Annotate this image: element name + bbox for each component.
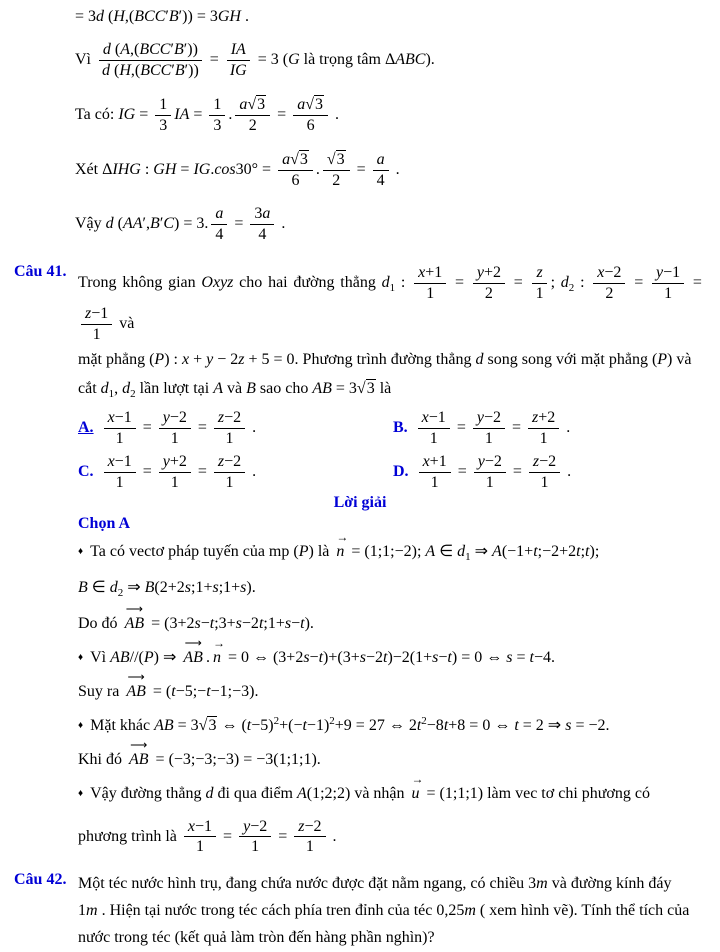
text-run: 1 <box>170 473 179 491</box>
vector: → n <box>212 635 225 666</box>
math-run: a <box>215 205 224 223</box>
math-run: IG <box>229 61 247 79</box>
math-run: z−2 <box>217 452 242 470</box>
math-run: x−2 <box>597 264 622 282</box>
text-run: . <box>277 215 286 233</box>
text-run: đi qua điểm <box>213 784 297 802</box>
math-run: AB = 3 <box>154 716 199 734</box>
math-run: z <box>536 264 543 282</box>
text-line <box>75 95 692 136</box>
math-run: = <box>219 827 237 845</box>
vector: ⟶ AB <box>183 635 203 666</box>
fraction <box>473 409 505 448</box>
superscript: 2 <box>273 714 280 727</box>
answer-option-B <box>393 408 702 449</box>
text-run: 4 <box>258 226 267 244</box>
text-run: 1 <box>539 429 548 447</box>
fraction <box>528 409 559 448</box>
text-line <box>75 40 692 81</box>
math-run: : GH = IG <box>140 160 211 178</box>
text-run: và <box>223 380 247 398</box>
answer-option-C <box>78 452 387 493</box>
option-letter: D. <box>393 462 409 480</box>
fraction <box>159 409 191 448</box>
text-run: song song với mặt phẳng <box>483 350 652 368</box>
text-run: 2 <box>332 171 341 189</box>
vector-arrow-icon: ⟶ <box>184 635 202 650</box>
square-root: √3 <box>326 150 345 168</box>
text-run: 3 <box>213 116 222 134</box>
question-42 <box>0 871 720 952</box>
fraction <box>226 41 251 80</box>
math-run: : <box>574 274 591 292</box>
fraction <box>278 151 313 190</box>
text-run: . <box>391 160 400 178</box>
math-run: = <box>453 462 471 480</box>
text-run: . <box>328 827 337 845</box>
text-run: và <box>115 315 135 333</box>
math-run: ΔABC <box>384 51 426 69</box>
text-run: Mặt khác <box>90 716 155 734</box>
vector-arrow-icon: ⟶ <box>130 737 148 752</box>
math-run: : <box>395 274 412 292</box>
fraction <box>529 453 560 492</box>
math-run: z−2 <box>532 452 557 470</box>
math-run: = <box>507 419 526 436</box>
fraction <box>414 264 446 303</box>
math-run: ⇒ A(−1+t;−2+2t;t); <box>470 542 600 560</box>
text-run: 6 <box>291 171 300 189</box>
math-run: = <box>449 274 470 292</box>
math-run: d (H,(BCC′B′)) <box>102 61 199 79</box>
text-run: . <box>248 462 257 480</box>
fraction <box>593 264 625 303</box>
bullet-icon: ♦ <box>78 545 84 557</box>
option-letter: A. <box>78 419 94 436</box>
math-run: 1m <box>78 902 98 920</box>
math-run: = (t−5;−t−1;−3). <box>148 682 259 700</box>
math-run: . <box>205 648 210 666</box>
bullet-icon: ♦ <box>78 787 84 799</box>
question-41-statement <box>78 263 702 405</box>
text-run: 2 <box>484 285 493 303</box>
math-run: . <box>228 105 233 123</box>
math-run: +9 = 27 ⇔ 2t <box>334 716 422 734</box>
square-root: √3 <box>305 95 323 113</box>
text-line <box>75 8 692 26</box>
vector: → n <box>336 529 349 560</box>
math-run: A(1;2;2) <box>297 784 351 802</box>
text-line <box>78 771 700 803</box>
text-run: 4 <box>215 226 224 244</box>
math-run: , d <box>114 380 131 398</box>
text-line <box>78 737 700 769</box>
text-run: 2 <box>248 116 257 134</box>
vector-arrow-icon: → <box>411 771 424 786</box>
math-run: d (AA′,B′C) = 3. <box>105 215 209 233</box>
text-run: Vậy đường thẳng <box>90 784 206 802</box>
math-run: = 3 (G <box>253 51 300 69</box>
math-run: .cos30° = <box>210 160 276 178</box>
math-run: x−1 <box>421 408 446 426</box>
text-line <box>78 577 700 599</box>
text-run: và <box>672 350 692 368</box>
text-line <box>78 529 700 563</box>
text-run: lần lượt tại <box>135 380 214 398</box>
math-run: IG = <box>118 105 153 123</box>
math-run: a <box>297 95 306 113</box>
math-run: IA = <box>174 105 207 123</box>
text-run: 1 <box>485 473 494 491</box>
fraction <box>323 151 350 190</box>
text-line <box>78 925 702 951</box>
math-run: a <box>282 150 291 168</box>
math-run: x−1 <box>187 817 213 835</box>
chosen-answer: Chọn A <box>78 514 131 532</box>
answer-option-D <box>393 452 702 493</box>
text-run: 1 <box>535 285 544 303</box>
text-run: Ta có vectơ pháp tuyến của mp <box>90 542 294 560</box>
text-run: Ta có: <box>75 105 119 123</box>
math-run: = <box>193 462 211 480</box>
math-run: = <box>193 419 211 436</box>
math-run: y−2 <box>162 408 187 426</box>
superscript: 2 <box>421 714 427 727</box>
fraction <box>214 453 245 492</box>
question-42-content <box>78 871 720 952</box>
text-line <box>78 375 702 405</box>
text-run: mặt phẳng <box>78 350 150 368</box>
text-line <box>78 346 702 374</box>
math-run: x+1 <box>422 452 447 470</box>
fraction <box>104 453 136 492</box>
text-run: phương trình là <box>78 827 181 845</box>
fraction <box>250 205 274 244</box>
math-run: Oxyz <box>201 274 234 292</box>
math-run: z−2 <box>217 408 242 426</box>
math-run: = (−3;−3;−3) = −3(1;1;1). <box>151 750 321 768</box>
text-run: Một téc nước hình trụ, đang chứa nước được đặt nằm ngang, có chiều <box>78 875 529 893</box>
text-run: 6 <box>306 116 315 134</box>
option-letter: C. <box>78 462 94 480</box>
math-run: y+2 <box>162 452 187 470</box>
fraction <box>473 264 505 303</box>
math-run: ⇔ (t−5) <box>217 716 274 734</box>
text-run: và đường kính đáy <box>547 875 672 893</box>
math-run: AB//(P) ⇒ <box>110 648 181 666</box>
math-run: a <box>376 150 385 168</box>
math-run: = <box>507 274 529 292</box>
text-run: 1 <box>225 473 234 491</box>
text-run: Do đó <box>78 614 122 632</box>
text-run: 1 <box>540 473 549 491</box>
subscript: 1 <box>389 282 396 295</box>
text-run: . <box>248 419 257 436</box>
math-run: z+2 <box>532 408 556 426</box>
text-run: cho hai đường thẳng <box>233 274 382 292</box>
text-run: là <box>313 542 334 560</box>
text-run: Vì <box>75 51 95 69</box>
math-run: x−1 <box>107 408 132 426</box>
math-run: (P) <box>651 350 673 368</box>
fraction <box>81 305 112 344</box>
vector: ⟶ AB <box>129 737 149 768</box>
math-run: = <box>628 274 650 292</box>
text-run: . <box>563 462 572 480</box>
text-run: Vậy <box>75 215 106 233</box>
text-run: Xét <box>75 160 103 178</box>
math-run: ; d <box>550 274 569 292</box>
math-run: +(−t−1) <box>279 716 330 734</box>
text-run: làm vec tơ chi phương có <box>483 784 650 802</box>
question-41-options <box>78 408 702 493</box>
text-run: 1 <box>115 473 124 491</box>
math-run: x−1 <box>107 452 132 470</box>
fraction <box>418 409 450 448</box>
fraction <box>211 205 227 244</box>
text-line <box>78 715 700 735</box>
fraction <box>419 453 451 492</box>
text-run: 1 <box>115 429 124 447</box>
vector-arrow-icon: ⟶ <box>125 601 143 616</box>
math-run: = 0 ⇔ (3+2s−t)+(3+s−2t)−2(1+s−t) = 0 ⇔ s = t−4. <box>223 648 555 666</box>
text-run: 1 <box>251 838 260 856</box>
text-run: Vì <box>90 648 111 666</box>
math-run: B <box>246 380 256 398</box>
text-line <box>78 669 700 701</box>
math-run: = <box>508 462 526 480</box>
math-run: d <box>475 350 484 368</box>
square-root: √3 <box>247 95 266 113</box>
math-run: −8t+8 = 0 ⇔ t = 2 ⇒ s = −2. <box>426 716 610 734</box>
text-run: là trọng tâm <box>299 51 385 69</box>
subscript: 2 <box>130 388 136 401</box>
math-run: = <box>205 51 223 69</box>
text-run: sao cho <box>255 380 313 398</box>
text-line <box>78 817 700 858</box>
fraction <box>474 453 506 492</box>
fraction <box>184 818 216 857</box>
subscript: 1 <box>465 550 471 563</box>
text-run: 1 <box>426 285 435 303</box>
text-run: Suy ra <box>78 682 124 700</box>
math-run: y+2 <box>476 264 501 282</box>
math-run: 3a <box>254 205 271 223</box>
solution-41 <box>78 529 700 858</box>
fraction <box>239 818 271 857</box>
math-run: = <box>138 419 156 436</box>
text-run: . Hiện tại nước trong téc cách phía tren đỉnh của téc <box>97 902 437 920</box>
math-run: A <box>213 380 223 398</box>
math-run: y−2 <box>477 452 502 470</box>
text-run: 1 <box>664 285 673 303</box>
text-run: 1 <box>92 325 101 343</box>
solution-heading: Lời giải <box>333 493 387 511</box>
text-line <box>75 204 692 245</box>
text-run: 1 <box>429 429 438 447</box>
text-run: cắt <box>78 380 101 398</box>
fraction <box>104 409 136 448</box>
vector-arrow-icon: ⟶ <box>127 669 145 684</box>
text-line <box>78 871 702 897</box>
math-run: = <box>452 419 470 436</box>
math-run: y−1 <box>656 264 681 282</box>
math-run: y−2 <box>476 408 501 426</box>
math-run: . <box>315 160 320 178</box>
superscript: 2 <box>329 714 335 727</box>
math-run: (P) : x + y − 2z + 5 = 0 <box>149 350 295 368</box>
math-run: z−2 <box>298 817 322 835</box>
bullet-icon: ♦ <box>78 651 84 663</box>
math-run: B ∈ d <box>78 578 118 596</box>
solution-40-continuation <box>75 8 692 245</box>
math-run: = <box>138 462 156 480</box>
text-run: . <box>330 105 339 123</box>
fraction <box>293 96 328 135</box>
math-run: y−2 <box>243 817 268 835</box>
fraction <box>532 264 548 303</box>
vector-arrow-icon: → <box>212 635 225 650</box>
subscript: 1 <box>108 388 115 401</box>
text-run: Trong không gian <box>78 274 202 292</box>
fraction <box>235 96 270 135</box>
question-42-label: Câu 42. <box>14 871 67 889</box>
fraction <box>209 96 225 135</box>
answer-option-A <box>78 408 387 449</box>
text-run: 1 <box>225 429 234 447</box>
math-run: = <box>687 274 702 292</box>
fraction <box>294 818 325 857</box>
vector: ⟶ AB <box>126 669 146 700</box>
square-root: √3 <box>290 150 308 168</box>
math-run: = <box>230 215 248 233</box>
text-run: 1 <box>305 838 314 856</box>
text-run: và nhận <box>350 784 409 802</box>
text-run: 1 <box>430 473 439 491</box>
question-41-label: Câu 41. <box>14 263 67 281</box>
subscript: 2 <box>568 282 575 295</box>
math-run: = <box>273 105 291 123</box>
text-run: 1 <box>170 429 179 447</box>
question-41 <box>0 263 720 492</box>
text-run: là <box>375 380 392 398</box>
text-run: 1 <box>484 429 493 447</box>
math-run: = (3+2s−t;3+s−2t;1+s−t). <box>147 614 314 632</box>
text-run: 1 <box>159 95 168 113</box>
math-run: ⇒ B(2+2s;1+s;1+s). <box>123 578 256 596</box>
math-run: d <box>100 380 109 398</box>
math-run: (P) <box>293 542 314 560</box>
math-run: IA <box>230 41 246 58</box>
text-run: ( xem hình vẽ). Tính thể tích của <box>475 902 690 920</box>
math-run: ). <box>425 51 435 69</box>
math-run: 3m <box>528 875 548 893</box>
square-root: √3 <box>356 380 375 398</box>
math-run: = (1;1;1) <box>422 784 484 802</box>
math-run: 0,25m <box>436 902 476 920</box>
math-run: = (1;1;−2); A ∈ d <box>347 542 466 560</box>
fraction <box>652 264 684 303</box>
math-run: ΔIHG <box>102 160 141 178</box>
fraction <box>159 453 191 492</box>
subscript: 2 <box>117 586 124 599</box>
math-run: = <box>274 827 292 845</box>
text-line <box>78 635 700 667</box>
vector-arrow-icon: → <box>336 529 349 544</box>
text-run: 3 <box>159 116 168 134</box>
math-run: z−1 <box>85 305 109 323</box>
square-root: √3 <box>198 716 217 734</box>
option-letter: B. <box>393 419 408 436</box>
text-run: 1 <box>195 838 204 856</box>
vector: → u <box>411 771 424 802</box>
text-line <box>78 898 702 924</box>
text-run: 4 <box>376 171 385 189</box>
math-run: a <box>239 95 248 113</box>
vector: ⟶ AB <box>124 601 145 632</box>
fraction <box>214 409 245 448</box>
text-run: 2 <box>605 285 614 303</box>
text-run: Khi đó <box>78 750 126 768</box>
bullet-icon: ♦ <box>78 719 84 731</box>
text-run: . Phương trình đường thẳng <box>294 350 476 368</box>
math-run: AB = 3 <box>312 380 357 398</box>
text-run: . <box>562 419 571 436</box>
math-run: = 3d (H,(BCC′B′)) = 3GH . <box>75 8 249 25</box>
math-run: d <box>381 274 390 292</box>
text-run: 1 <box>213 95 222 113</box>
math-run: d <box>205 784 214 802</box>
math-run: x+1 <box>418 264 443 282</box>
text-line <box>75 150 692 191</box>
fraction <box>98 41 203 80</box>
math-run: = <box>352 160 370 178</box>
question-41-content <box>78 263 720 492</box>
text-line <box>78 263 702 345</box>
math-run: d (A,(BCC′B′)) <box>102 41 198 58</box>
fraction <box>373 151 389 190</box>
fraction <box>155 96 171 135</box>
text-line <box>78 601 700 633</box>
text-run: nước trong téc (kết quả làm tròn đến hàng phần nghìn)? <box>78 929 435 947</box>
